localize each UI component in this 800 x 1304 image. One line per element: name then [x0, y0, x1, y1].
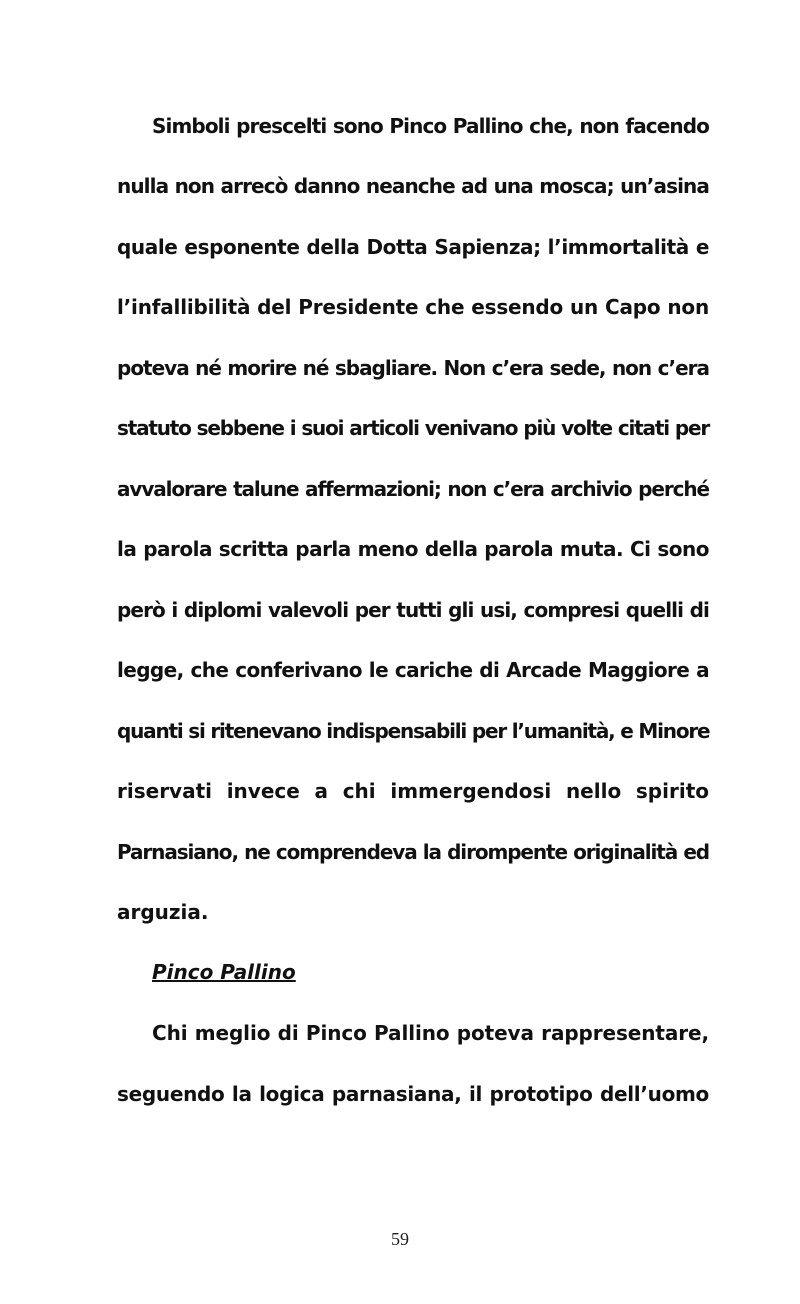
text-line: statuto sebbene i suoi articoli venivano più volte citati per	[117, 416, 709, 440]
text-line: Chi meglio di Pinco Pallino poteva rappresentare,	[152, 1021, 709, 1045]
text-line: Parnasiano, ne comprendeva la dirompente originalità ed	[117, 840, 709, 864]
text-line: nulla non arrecò danno neanche ad una mosca; un’asina	[117, 174, 709, 198]
text-line: avvalorare talune affermazioni; non c’era archivio perché	[117, 477, 709, 501]
text-line: legge, che conferivano le cariche di Arcade Maggiore a	[117, 658, 709, 682]
text-line: arguzia.	[117, 900, 209, 924]
text-line: l’infallibilità del Presidente che essendo un Capo non	[117, 295, 709, 319]
page-number: 59	[391, 1229, 409, 1249]
text-line: quale esponente della Dotta Sapienza; l’immortalità e	[117, 235, 709, 259]
text-line: però i diplomi valevoli per tutti gli usi, compresi quelli di	[117, 598, 709, 622]
text-line: Simboli prescelti sono Pinco Pallino che, non facendo	[152, 114, 709, 138]
text-line: seguendo la logica parnasiana, il prototipo dell’uomo	[117, 1082, 709, 1106]
text-line: riservati invece a chi immergendosi nello spirito	[117, 779, 709, 803]
text-line: la parola scritta parla meno della parola muta. Ci sono	[117, 537, 709, 561]
section-heading: Pinco Pallino	[152, 960, 296, 984]
text-line: quanti si ritenevano indispensabili per l’umanità, e Minore	[117, 719, 710, 743]
text-line: poteva né morire né sbagliare. Non c’era sede, non c’era	[117, 356, 709, 380]
